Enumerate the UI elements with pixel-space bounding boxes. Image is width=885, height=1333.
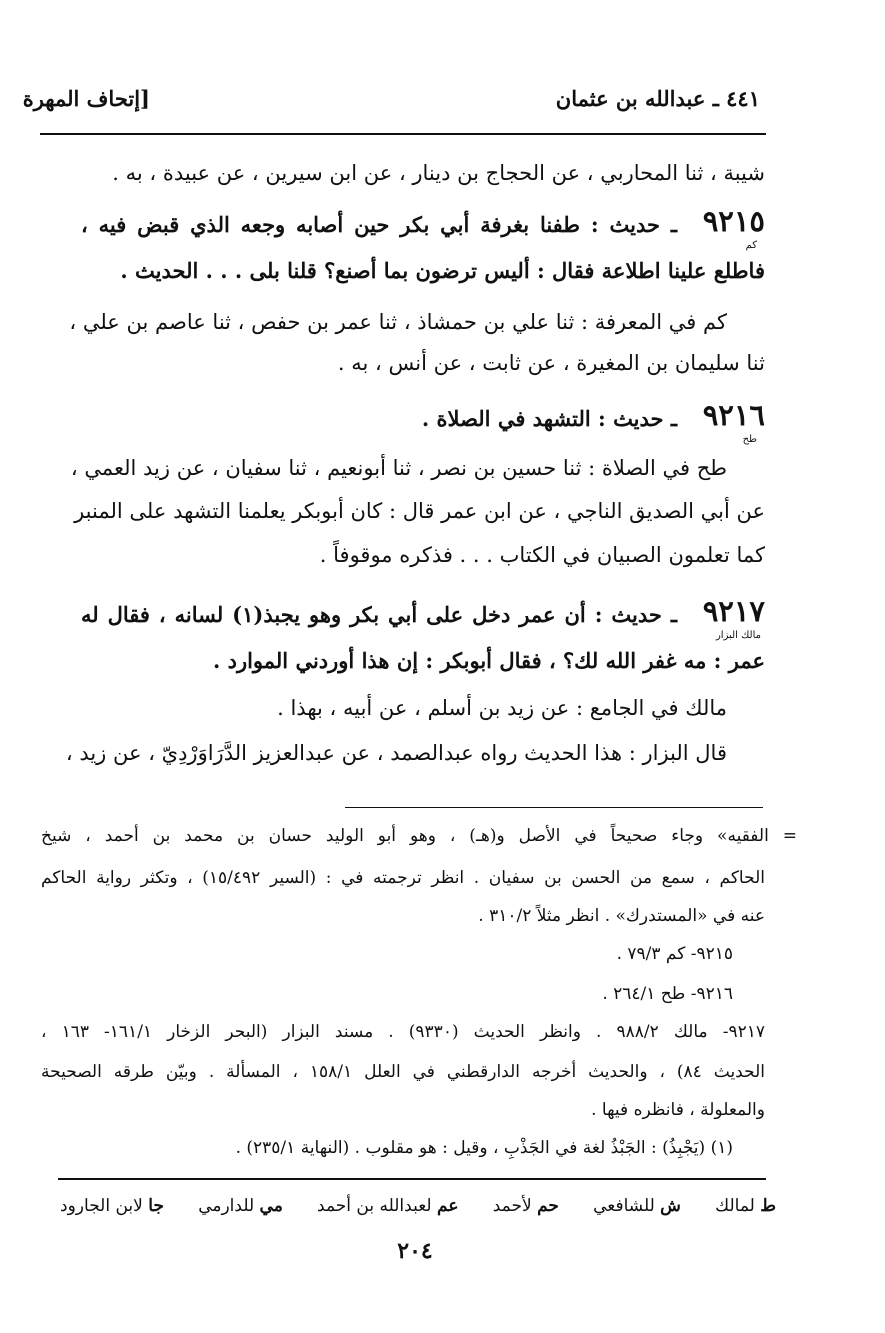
footnote-line: ٩٢١٥- كم ٧٩/٣ .: [616, 944, 733, 964]
running-header-title: ٤٤١ ـ عبدالله بن عثمان: [555, 86, 760, 111]
footnote-line: والمعلولة ، فانظره فيها .: [591, 1100, 765, 1120]
footnote-line: عنه في «المستدرك» . انظر مثلاً ٣١٠/٢ .: [478, 906, 765, 926]
footnote-line: الحاكم ، سمع من الحسن بن سفيان . انظر ترجمته في : (السير ١٥/٤٩٢) ، وتكثر رواية الحاكم: [41, 868, 765, 888]
source-line: ثنا سليمان بن المغيرة ، عن ثابت ، عن أنس ، به .: [337, 351, 765, 375]
hadith-number: ٩٢١٧: [702, 594, 765, 628]
source-line: مالك في الجامع : عن زيد بن أسلم ، عن أبيه ، بهذا .: [277, 696, 727, 720]
source-line: قال البزار : هذا الحديث رواه عبدالصمد ، عن عبدالعزيز الدَّرَاوَرْدِيّ ، عن زيد ،: [65, 741, 727, 765]
header-rule: [40, 133, 766, 135]
running-header-book: [إتحاف المهرة: [22, 86, 150, 111]
hadith-text: ـ حديث : طفنا بغرفة أبي بكر حين أصابه وجعه الذي قبض فيه ،: [81, 212, 677, 237]
abbreviation-key: [60, 1192, 776, 1222]
hadith-number: ٩٢١٥: [702, 204, 765, 238]
body-line: شيبة ، ثنا المحاربي ، عن الحجاج بن دينار ، عن ابن سيرين ، عن عبيدة ، به .: [112, 161, 765, 185]
source-line: عن أبي الصديق الناجي ، عن ابن عمر قال : كان أبوبكر يعلمنا التشهد على المنبر: [74, 499, 765, 523]
footnote-line: ٩٢١٧- مالك ٩٨٨/٢ . وانظر الحديث (٩٣٣٠) . مسند البزار (البحر الزخار ١٦١/١- ١٦٣ ،: [41, 1022, 765, 1042]
footnote-rule: [345, 807, 763, 808]
source-siglum: مالك البزار: [715, 630, 761, 641]
hadith-text: ـ حديث : التشهد في الصلاة .: [421, 406, 677, 431]
abbreviation-item: ط لمالك: [715, 1196, 776, 1216]
source-siglum: كم: [745, 240, 757, 251]
footnote-line: = الفقيه» وجاء صحيحاً في الأصل و(هـ) ، وهو أبو الوليد حسان بن محمد بن أحمد ، شيخ: [41, 826, 797, 846]
abbreviation-item: مي للدارمي: [198, 1196, 283, 1216]
footnote-line: الحديث ٨٤) ، والحديث أخرجه الدارقطني في العلل ١٥٨/١ ، المسألة . وبيّن طرقه الصحيحة: [41, 1062, 765, 1082]
hadith-text: ـ حديث : أن عمر دخل على أبي بكر وهو يجبذ(١) لسانه ، فقال له: [81, 602, 677, 627]
hadith-number: ٩٢١٦: [702, 398, 765, 432]
source-line: كما تعلمون الصبيان في الكتاب . . . فذكره موقوفاً .: [319, 543, 765, 567]
hadith-text: فاطلع علينا اطلاعة فقال : أليس ترضون بما أصنع؟ قلنا بلى . . . الحديث .: [120, 258, 765, 283]
source-line: طح في الصلاة : ثنا حسين بن نصر ، ثنا أبونعيم ، ثنا سفيان ، عن زيد العمي ،: [70, 456, 727, 480]
abbreviation-item: حم لأحمد: [492, 1196, 559, 1216]
abbreviation-item: جا لابن الجارود: [60, 1196, 164, 1216]
page-number: ٢٠٤: [397, 1238, 433, 1264]
abbreviation-item: ش للشافعي: [593, 1196, 681, 1216]
source-siglum: طح: [742, 434, 757, 445]
hadith-text: عمر : مه غفر الله لك؟ ، فقال أبوبكر : إن هذا أوردني الموارد .: [212, 648, 765, 673]
footnote-line: (١) (يَجْبِذُ) : الجَبْذُ لغة في الجَذْبِ ، وقيل : هو مقلوب . (النهاية ٢٣٥/١) .: [235, 1138, 733, 1158]
abbreviation-rule: [58, 1178, 766, 1180]
footnote-line: ٩٢١٦- طح ٢٦٤/١ .: [602, 984, 733, 1004]
abbreviation-item: عم لعبدالله بن أحمد: [317, 1196, 459, 1216]
source-line: كم في المعرفة : ثنا علي بن حمشاذ ، ثنا عمر بن حفص ، ثنا عاصم بن علي ،: [69, 310, 727, 334]
